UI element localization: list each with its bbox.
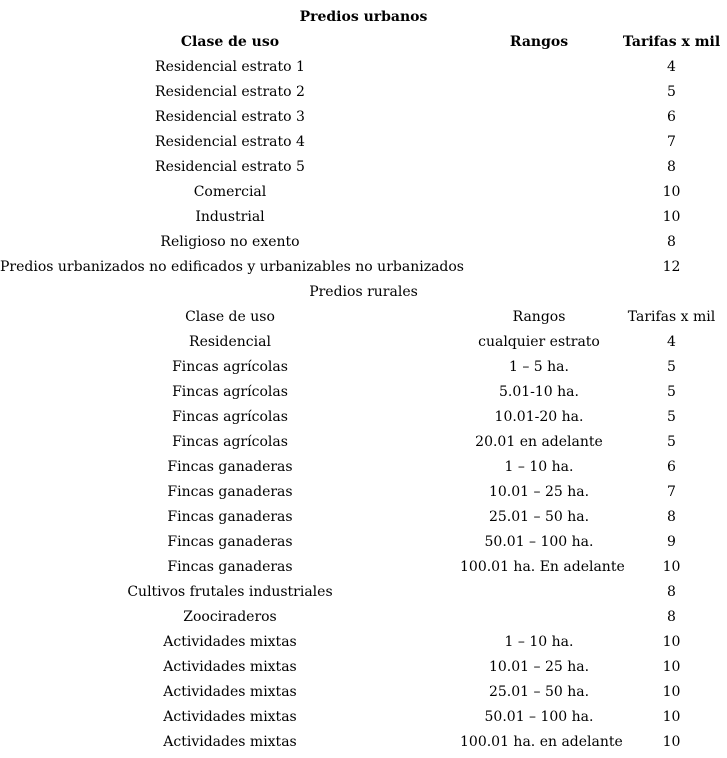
tarifa-cell: 6 — [667, 109, 676, 125]
rango-cell: 50.01 – 100 ha. — [484, 534, 594, 550]
tarifa-cell: 10 — [662, 659, 681, 675]
rural-header-clase: Clase de uso — [185, 309, 275, 325]
table-row — [0, 580, 727, 605]
clase-cell: Fincas ganaderas — [167, 559, 293, 575]
rango-cell — [460, 605, 618, 630]
table-row — [0, 230, 727, 255]
urban-header-tarifas: Tarifas x mil — [622, 34, 721, 50]
urban-header-clase: Clase de uso — [180, 34, 280, 50]
rango-cell — [460, 80, 618, 105]
rango-cell — [460, 205, 618, 230]
tarifa-cell: 10 — [662, 709, 681, 725]
clase-cell: Cultivos frutales industriales — [127, 584, 333, 600]
table-row — [0, 205, 727, 230]
tarifa-cell: 4 — [667, 59, 676, 75]
table-row — [0, 330, 727, 355]
clase-cell: Residencial estrato 4 — [155, 134, 305, 150]
table-row — [0, 505, 727, 530]
rango-cell: cualquier estrato — [478, 334, 600, 350]
table-row — [0, 630, 727, 655]
table-row — [0, 405, 727, 430]
table-row — [0, 380, 727, 405]
tarifa-cell: 10 — [662, 209, 681, 225]
tarifa-cell: 12 — [662, 259, 681, 275]
table-row — [0, 730, 727, 755]
rango-cell — [460, 155, 618, 180]
clase-cell: Actividades mixtas — [163, 634, 297, 650]
rango-cell — [460, 580, 618, 605]
rango-cell: 20.01 en adelante — [475, 434, 603, 450]
urban-header-rangos: Rangos — [509, 34, 569, 50]
clase-cell: Fincas ganaderas — [167, 459, 293, 475]
clase-cell: Fincas agrícolas — [172, 434, 288, 450]
clase-cell: Residencial — [189, 334, 271, 350]
clase-cell: Residencial estrato 2 — [155, 84, 305, 100]
tarifa-cell: 9 — [667, 534, 676, 550]
rango-cell — [460, 130, 618, 155]
rango-cell: 25.01 – 50 ha. — [488, 509, 590, 525]
rango-cell — [460, 55, 618, 80]
clase-cell: Residencial estrato 1 — [155, 59, 305, 75]
table-row — [0, 555, 727, 580]
table-row — [0, 480, 727, 505]
rural-header-tarifas: Tarifas x mil — [627, 309, 716, 325]
tarifa-cell: 8 — [667, 609, 676, 625]
rango-cell — [460, 255, 618, 280]
rango-cell — [460, 180, 618, 205]
tarifa-cell: 10 — [662, 684, 681, 700]
urban-header-row — [0, 30, 727, 55]
table-row — [0, 255, 727, 280]
table-row — [0, 105, 727, 130]
tarifa-cell: 10 — [662, 184, 681, 200]
table-row — [0, 355, 727, 380]
tarifa-cell: 8 — [667, 234, 676, 250]
clase-cell: Fincas agrícolas — [172, 409, 288, 425]
rango-cell: 10.01 – 25 ha. — [488, 659, 590, 675]
tarifa-cell: 10 — [662, 734, 681, 750]
clase-cell: Actividades mixtas — [163, 709, 297, 725]
tarifa-cell: 5 — [667, 409, 676, 425]
tarifa-cell: 10 — [662, 634, 681, 650]
rango-cell: 1 – 10 ha. — [504, 459, 574, 475]
clase-cell: Fincas agrícolas — [172, 384, 288, 400]
rango-cell: 10.01 – 25 ha. — [488, 484, 590, 500]
clase-cell: Industrial — [195, 209, 265, 225]
clase-cell: Fincas agrícolas — [172, 359, 288, 375]
rango-cell: 100.01 ha. En adelante — [460, 559, 625, 575]
table-row — [0, 605, 727, 630]
rango-cell — [460, 105, 618, 130]
rango-cell: 100.01 ha. en adelante — [460, 734, 623, 750]
clase-cell: Residencial estrato 5 — [155, 159, 305, 175]
clase-cell: Fincas ganaderas — [167, 534, 293, 550]
table-row — [0, 530, 727, 555]
rango-cell: 1 – 5 ha. — [509, 359, 569, 375]
rango-cell — [460, 230, 618, 255]
tarifa-cell: 5 — [667, 384, 676, 400]
table-row — [0, 55, 727, 80]
rango-cell: 1 – 10 ha. — [504, 634, 574, 650]
clase-cell: Fincas ganaderas — [167, 509, 293, 525]
tarifa-cell: 7 — [667, 134, 676, 150]
table-row — [0, 455, 727, 480]
rango-cell: 10.01-20 ha. — [494, 409, 584, 425]
tarifa-cell: 8 — [667, 159, 676, 175]
tarifa-cell: 5 — [667, 84, 676, 100]
urban-section-title: Predios urbanos — [299, 9, 428, 25]
clase-cell: Comercial — [193, 184, 267, 200]
clase-cell: Predios urbanizados no edificados y urbanizables no urbanizados — [0, 259, 464, 275]
table-row — [0, 180, 727, 205]
tarifa-cell: 8 — [667, 509, 676, 525]
table-row — [0, 655, 727, 680]
table-row — [0, 705, 727, 730]
rural-header-row — [0, 305, 727, 330]
table-row — [0, 80, 727, 105]
tarifa-cell: 5 — [667, 359, 676, 375]
tarifa-cell: 5 — [667, 434, 676, 450]
tarifa-cell: 8 — [667, 584, 676, 600]
clase-cell: Religioso no exento — [160, 234, 300, 250]
rango-cell: 5.01-10 ha. — [499, 384, 579, 400]
clase-cell: Fincas ganaderas — [167, 484, 293, 500]
tarifa-cell: 6 — [667, 459, 676, 475]
rango-cell: 50.01 – 100 ha. — [484, 709, 594, 725]
clase-cell: Zoociraderos — [183, 609, 277, 625]
table-row — [0, 680, 727, 705]
table-row — [0, 430, 727, 455]
clase-cell: Actividades mixtas — [163, 659, 297, 675]
clase-cell: Residencial estrato 3 — [155, 109, 305, 125]
tarifa-cell: 4 — [667, 334, 676, 350]
table-row — [0, 155, 727, 180]
rural-header-rangos: Rangos — [512, 309, 566, 325]
rango-cell: 25.01 – 50 ha. — [488, 684, 590, 700]
rural-section-title: Predios rurales — [309, 284, 418, 300]
table-row — [0, 130, 727, 155]
tarifa-cell: 7 — [667, 484, 676, 500]
clase-cell: Actividades mixtas — [163, 734, 297, 750]
clase-cell: Actividades mixtas — [163, 684, 297, 700]
tarifa-cell: 10 — [662, 559, 681, 575]
